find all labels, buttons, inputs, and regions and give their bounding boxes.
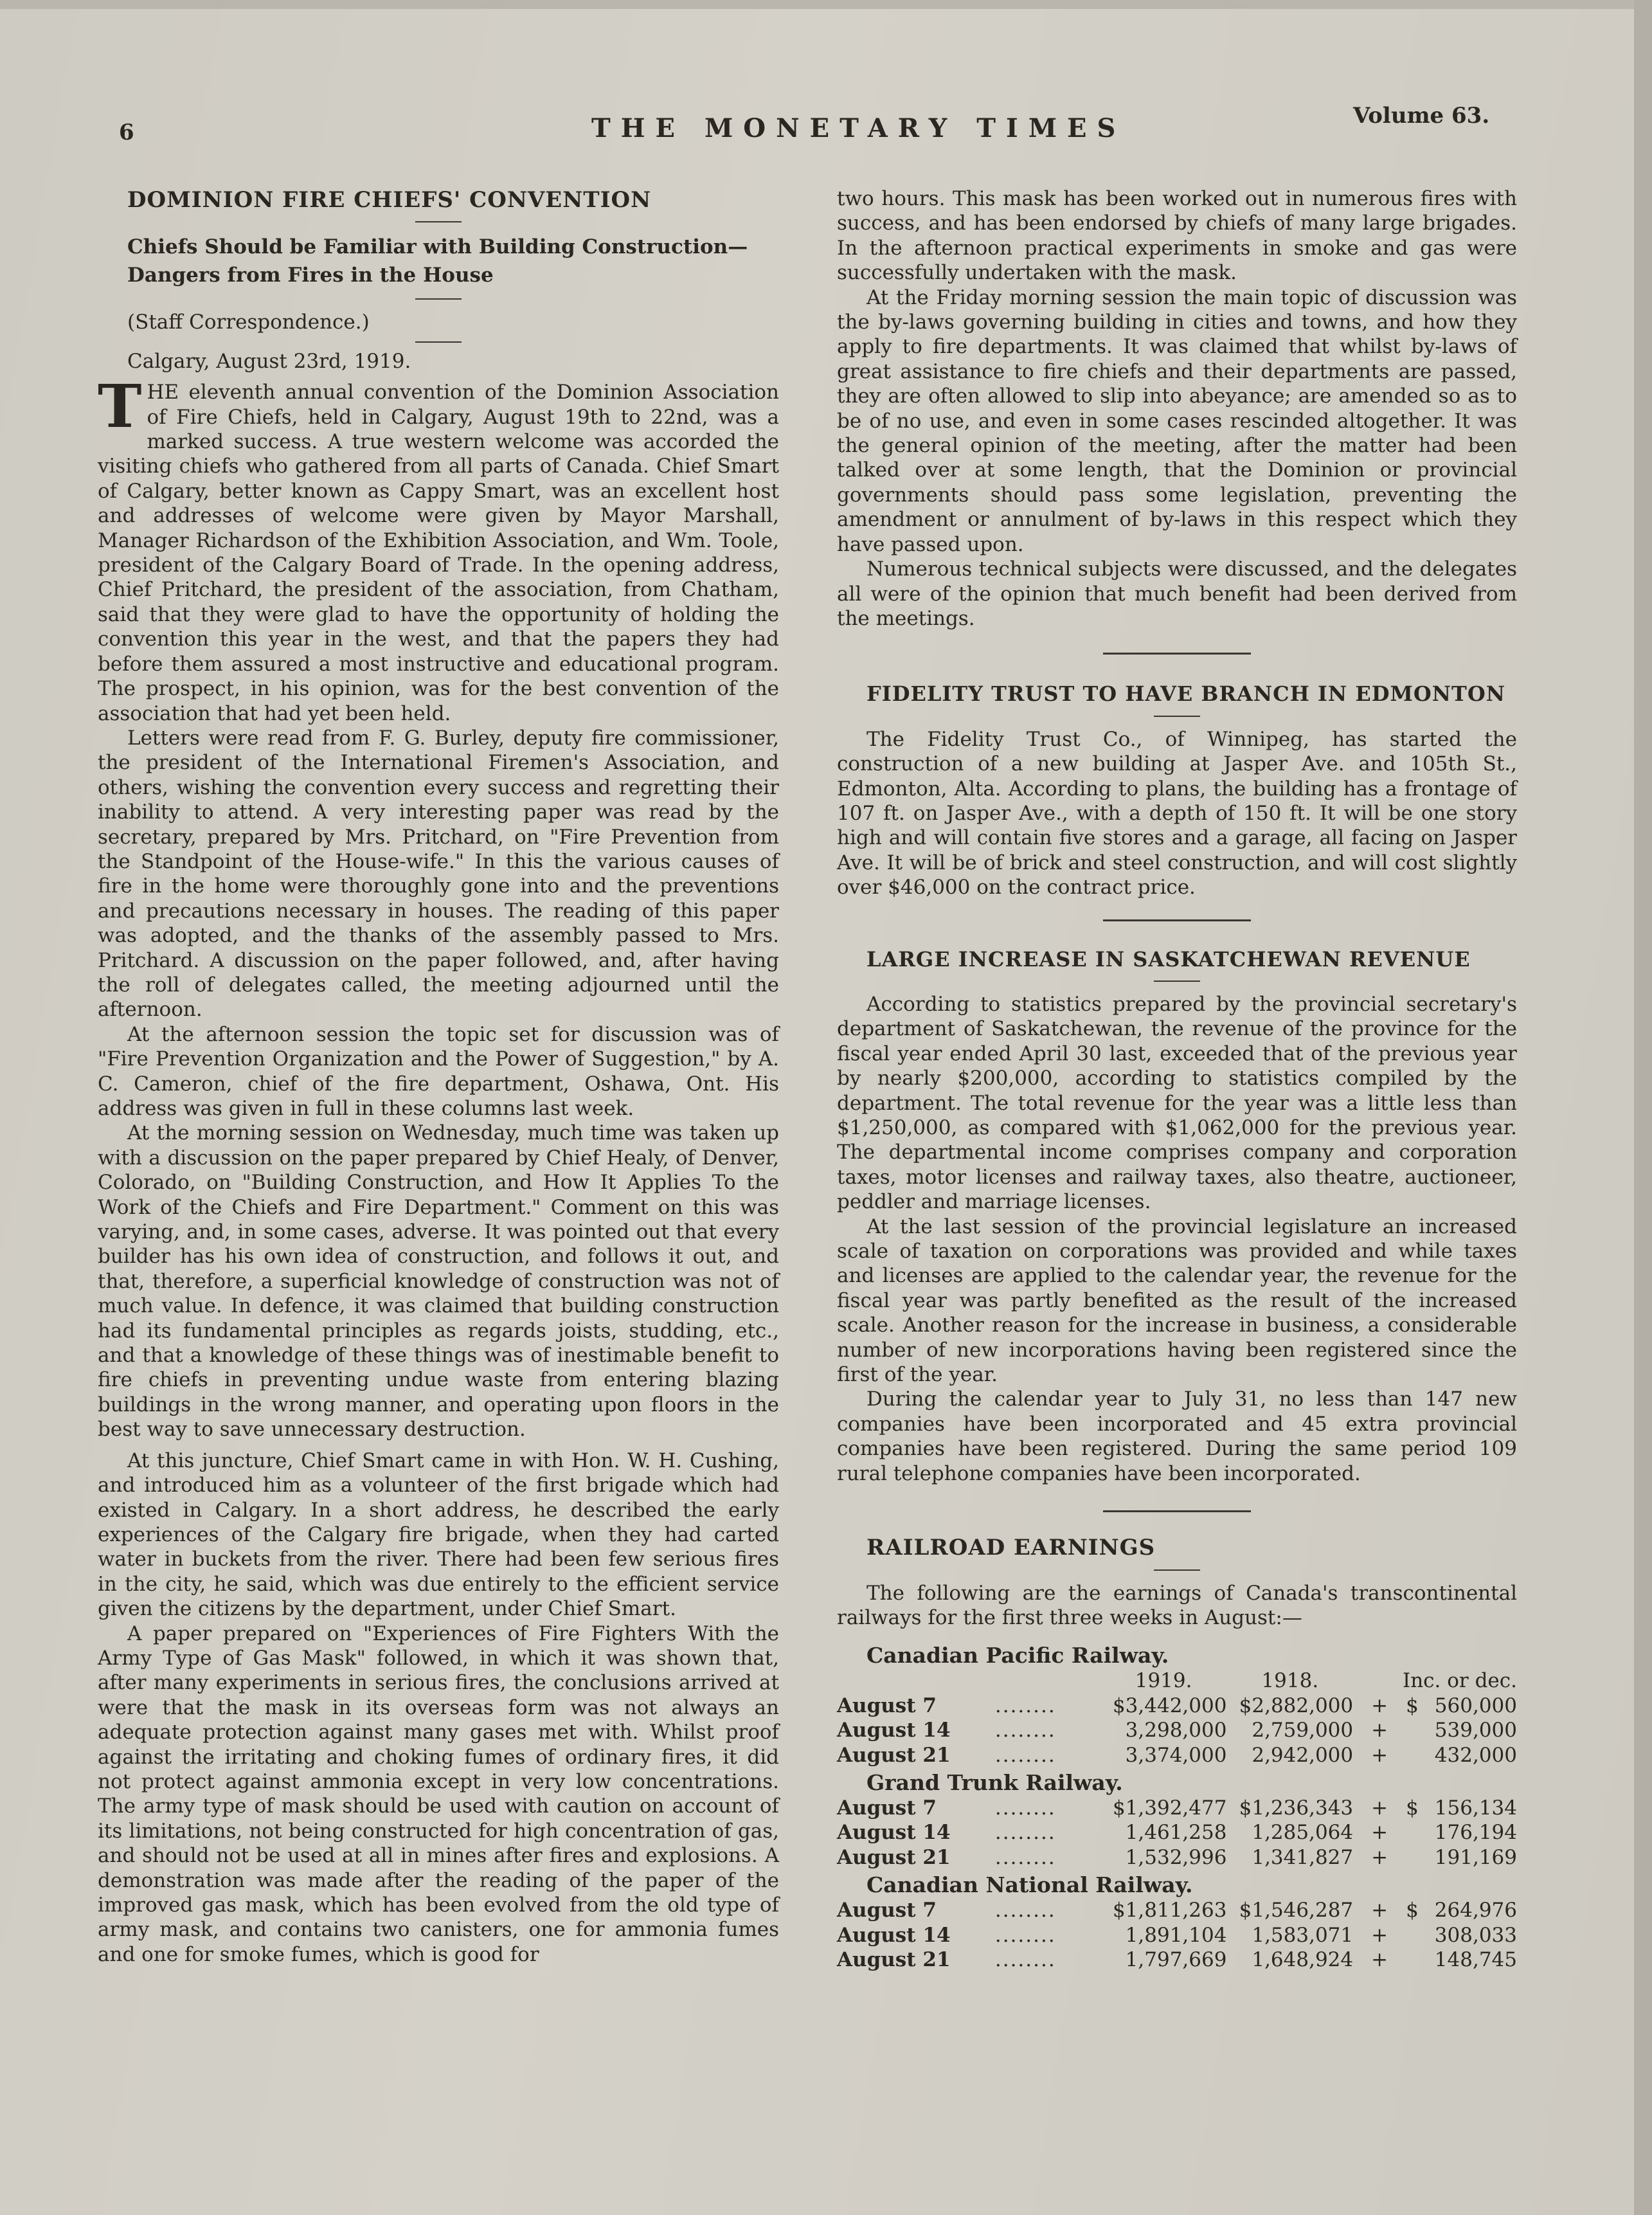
paragraph: Letters were read from F. G. Burley, deputy fire commissioner, the president of the International Firemen's Association, and others, wishing the convention every success and regretting their inability to attend. A very interesting paper was read by the secretary, prepared by Mrs. Pritchard, on "Fire Prevention from the Standpoint of the House-wife." In this the various causes of fire in the home were thoroughly gone into and the preventions and precautions necessary in houses. The reading of this paper was adopted, and the thanks of the assembly passed to Mrs. Pritchard. A discussion on the paper followed, and, after having the roll of delegates called, the meeting adjourned until the afternoon. — [98, 726, 779, 1022]
row-label: August 7 — [837, 1796, 937, 1820]
paragraph: According to statistics prepared by the provincial secretary's department of Saskatchewan, the revenue of the province for the fiscal year ended April 30 last, exceeded that of the previous year by nearly $200,000, according to statistics compiled by the department. The total revenue for the year was a little less than $1,250,000, as compared with $1,062,000 for the previous year. The departmental income comprises company and corporation taxes, motor licenses and railway taxes, also theatre, auctioneer, peddler and marriage licenses. — [837, 992, 1517, 1214]
row-label: August 21 — [837, 1845, 951, 1869]
change-value: 432,000 — [1434, 1743, 1517, 1767]
title-rule — [1154, 981, 1200, 982]
dollar-sign — [1406, 1820, 1427, 1845]
header-spacer — [995, 1668, 1100, 1693]
value-1918: 1,583,071 — [1252, 1923, 1354, 1947]
dollar-sign: $ — [1406, 1796, 1419, 1820]
section-separator — [1103, 919, 1251, 921]
leader-dots: ........ — [994, 1821, 1056, 1845]
value-1918: 2,759,000 — [1252, 1719, 1354, 1742]
railway-name: Grand Trunk Railway. — [866, 1769, 1123, 1795]
table-row — [837, 1796, 1517, 1820]
earnings-tables — [837, 1643, 1517, 1972]
dateline: Calgary, August 23rd, 1919. — [127, 349, 411, 373]
volume-label: Volume 63. — [1353, 103, 1490, 129]
earnings-table — [837, 1898, 1517, 1972]
masthead: THE MONETARY TIMES — [591, 113, 1126, 143]
page-number: 6 — [119, 120, 134, 145]
earnings-table — [837, 1668, 1517, 1767]
article-subtitle-line2: Dangers from Fires in the House — [127, 264, 494, 287]
table-row — [837, 1743, 1517, 1767]
paragraph: During the calendar year to July 31, no less than 147 new companies have been incorporated and 45 extra provincial companies have been registered. During the same period 109 rural telephone companies have been incorporated. — [837, 1388, 1517, 1485]
value-1919: 3,298,000 — [1125, 1719, 1227, 1742]
row-label: August 21 — [837, 1948, 951, 1971]
value-1919: 3,374,000 — [1125, 1743, 1227, 1767]
table-row — [837, 1845, 1517, 1870]
value-1918: $1,236,343 — [1239, 1796, 1354, 1820]
left-column — [98, 186, 779, 1967]
page-right-edge — [1634, 0, 1652, 2215]
paragraph: At the Friday morning session the main topic of discussion was the by-laws governing building in cities and towns, and how they apply to fire departments. It was claimed that whilst by-laws of great assistance to fire chiefs and their departments are passed, they are often allowed to slip into abeyance; are amended so as to be of no use, and even in some cases rescinded altogether. It was the general opinion of the meeting, after the matter had been talked over at some length, that the Dominion or provincial governments should pass some legislation, preventing the amendment or annulment of by-laws in this respect which they have passed upon. — [837, 285, 1517, 556]
leader-dots: ........ — [994, 1948, 1056, 1971]
leader-dots: ........ — [994, 1899, 1056, 1922]
leader-dots: ........ — [994, 1694, 1056, 1717]
railway-name: Canadian National Railway. — [866, 1872, 1193, 1898]
paragraph: At this juncture, Chief Smart came in with Hon. W. H. Cushing, and introduced him as a volunteer of the first brigade which had existed in Calgary. In a short address, he described the early experiences of the Calgary fire brigade, when they had carted water in buckets from the river. There had been few serious fires in the city, he said, which was due entirely to the efficient service given the citizens by the department, under Chief Smart. — [98, 1449, 779, 1621]
section-separator — [1103, 1510, 1251, 1512]
title-rule — [1154, 716, 1200, 717]
article-title-railroad-earnings: RAILROAD EARNINGS — [866, 1535, 1156, 1561]
row-label: August 21 — [837, 1743, 951, 1767]
dollar-sign — [1406, 1845, 1427, 1870]
value-1919: 1,797,669 — [1125, 1948, 1227, 1971]
leader-dots: ........ — [994, 1719, 1056, 1742]
section-separator — [1103, 653, 1251, 655]
change-sign: + — [1371, 1694, 1388, 1717]
paragraph: At the morning session on Wednesday, much time was taken up with a discussion on the paper prepared by Chief Healy, of Denver, Colorado, on "Building Construction, and How It Applies To the Work of the Chiefs and Fire Department." Comment on this was varying, and, in some cases, adverse. It was pointed out that every builder has his own idea of construction, and follows it out, and that, therefore, a superficial knowledge of construction was not of much value. In defence, it was claimed that building construction had its fundamental principles as regards joists, studding, etc., and that a knowledge of these things was of inestimable benefit to fire chiefs in preventing undue waste from entering blazing buildings in the wrong manner, and operating upon floors in the best way to save unnecessary destruction. — [98, 1121, 779, 1442]
change-value: 264,976 — [1434, 1899, 1517, 1922]
table-row — [837, 1820, 1517, 1845]
value-1918: $1,546,287 — [1239, 1899, 1354, 1922]
value-1919: 1,461,258 — [1125, 1821, 1227, 1845]
change-value: 156,134 — [1434, 1796, 1517, 1820]
change-sign: + — [1371, 1719, 1388, 1742]
dollar-sign — [1406, 1718, 1427, 1742]
article-subtitle-line1: Chiefs Should be Familiar with Building Construction— — [127, 235, 748, 259]
subtitle-rule — [415, 298, 462, 300]
page-header — [0, 103, 1652, 148]
value-1919: $1,392,477 — [1112, 1796, 1227, 1820]
article-title-fidelity-trust: FIDELITY TRUST TO HAVE BRANCH IN EDMONTON — [866, 682, 1505, 707]
paragraph: A paper prepared on "Experiences of Fire Fighters With the Army Type of Gas Mask" followed, in which it was shown that, after many experiments in serious fires, the conclusions arrived at were that the mask in its overseas form was not always an adequate protection against many gases met with. Whilst proof against the irritating and choking fumes of ordinary fires, it did not protect against ammonia except in very low concentrations. The army type of mask should be used with caution on account of its limitations, not being constructed for high concentration of gas, and should not be used at all in mines after fires and explosions. A demonstration was made after the reading of the paper of the improved gas mask, which has been evolved from the old type of army mask, and contains two canisters, one for ammonia fumes and one for smoke fumes, which is good for — [98, 1622, 779, 1966]
value-1918: 1,341,827 — [1252, 1845, 1354, 1869]
change-value: 539,000 — [1434, 1719, 1517, 1742]
dollar-sign: $ — [1406, 1899, 1419, 1922]
change-sign: + — [1371, 1923, 1388, 1947]
value-1919: 1,891,104 — [1125, 1923, 1227, 1947]
paragraph: Numerous technical subjects were discussed, and the delegates all were of the opinion that much benefit had been derived from the meetings. — [837, 557, 1517, 630]
change-sign: + — [1371, 1821, 1388, 1845]
change-value: 176,194 — [1434, 1821, 1517, 1845]
earnings-table — [837, 1796, 1517, 1870]
dollar-sign — [1406, 1923, 1427, 1948]
change-sign: + — [1371, 1796, 1388, 1820]
value-1919: $3,442,000 — [1112, 1694, 1227, 1717]
change-sign: + — [1371, 1948, 1388, 1971]
drop-cap: T — [98, 372, 142, 442]
row-label: August 14 — [837, 1923, 951, 1947]
paragraph: The Fidelity Trust Co., of Winnipeg, has started the construction of a new building at Jasper Ave. and 105th St., Edmonton, Alta. According to plans, the building has a frontage of 107 ft. on Jasper Ave., with a depth of 150 ft. It will be one story high and will contain five stores and a garage, all facing on Jasper Ave. It will be of brick and steel construction, and will cost slightly over $46,000 on the contract price. — [837, 727, 1517, 900]
paragraph: At the afternoon session the topic set for discussion was of "Fire Prevention Organization and the Power of Suggestion," by A. C. Cameron, chief of the fire department, Oshawa, Ont. His address was given in full in these columns last week. — [98, 1022, 779, 1120]
article-title-fire-chiefs: DOMINION FIRE CHIEFS' CONVENTION — [127, 187, 652, 213]
article-title-saskatchewan: LARGE INCREASE IN SASKATCHEWAN REVENUE — [866, 946, 1471, 972]
change-value: 148,745 — [1434, 1948, 1517, 1971]
change-value: 560,000 — [1434, 1694, 1517, 1717]
change-sign: + — [1371, 1899, 1388, 1922]
table-row — [837, 1923, 1517, 1948]
header-spacer — [837, 1668, 995, 1693]
change-sign: + — [1371, 1845, 1388, 1869]
value-1918: 2,942,000 — [1252, 1743, 1354, 1767]
table-row — [837, 1718, 1517, 1742]
dollar-sign — [1406, 1743, 1427, 1767]
paragraph — [98, 372, 779, 726]
paragraph-continued: two hours. This mask has been worked out in numerous fires with success, and has been endorsed by chiefs of many large brigades. In the afternoon practical experiments in smoke and gas were successfully undertaken with the mask. — [837, 187, 1517, 285]
change-value: 308,033 — [1434, 1923, 1517, 1947]
dollar-sign — [1406, 1948, 1427, 1972]
leader-dots: ........ — [994, 1743, 1056, 1767]
table-header-row — [837, 1668, 1517, 1693]
leader-dots: ........ — [994, 1796, 1056, 1820]
row-label: August 7 — [837, 1694, 937, 1717]
value-1919: $1,811,263 — [1112, 1899, 1227, 1922]
change-value: 191,169 — [1434, 1845, 1517, 1869]
dollar-sign: $ — [1406, 1694, 1419, 1717]
paragraph: At the last session of the provincial legislature an increased scale of taxation on corporations was provided and while taxes and licenses are applied to the calendar year, the revenue for the fiscal year was partly benefited as the result of the increased scale. Another reason for the increase in business, a considerable number of new incorporations having been registered since the first of the year. — [837, 1215, 1517, 1387]
value-1918: $2,882,000 — [1239, 1694, 1354, 1717]
row-label: August 14 — [837, 1719, 951, 1742]
right-column — [837, 186, 1517, 1972]
page-top-edge — [0, 0, 1652, 9]
table-row — [837, 1948, 1517, 1972]
row-label: August 14 — [837, 1821, 951, 1845]
leader-dots: ........ — [994, 1923, 1056, 1947]
change-sign: + — [1371, 1743, 1388, 1767]
correspondence-rule — [415, 341, 462, 343]
table-row — [837, 1898, 1517, 1922]
staff-correspondence: (Staff Correspondence.) — [127, 311, 370, 334]
title-rule — [415, 221, 462, 222]
column-header-1918: 1918. — [1261, 1669, 1319, 1693]
paragraph: The following are the earnings of Canada's transcontinental railways for the first three weeks in August:— — [837, 1581, 1517, 1629]
paragraph-text: HE eleventh annual convention of the Dominion Association of Fire Chiefs, held in Calgary, August 19th to 22nd, was a marked success. A true western welcome was accorded the visiting chiefs who gathered from all parts of Canada. Chief Smart of Calgary, better known as Cappy Smart, was an excellent host and addresses of welcome were given by Mayor Marshall, Manager Richardson of the Exhibition Association, and Wm. Toole, president of the Calgary Board of Trade. In the opening address, Chief Pritchard, the president of the association, from Chatham, said that they were glad to have the opportunity of holding the convention this year in the west, and that the papers they had before them assured a most instructive and educational program. The prospect, in his opinion, was for the best convention of the association that had yet been held. — [98, 381, 779, 725]
title-rule — [1154, 1569, 1200, 1571]
table-row — [837, 1694, 1517, 1718]
column-header-change: Inc. or dec. — [1402, 1669, 1517, 1693]
railway-name: Canadian Pacific Railway. — [866, 1643, 1169, 1668]
value-1918: 1,285,064 — [1252, 1821, 1354, 1845]
value-1918: 1,648,924 — [1252, 1948, 1354, 1971]
column-header-1919: 1919. — [1135, 1669, 1192, 1693]
row-label: August 7 — [837, 1899, 937, 1922]
value-1919: 1,532,996 — [1125, 1845, 1227, 1869]
leader-dots: ........ — [994, 1845, 1056, 1869]
